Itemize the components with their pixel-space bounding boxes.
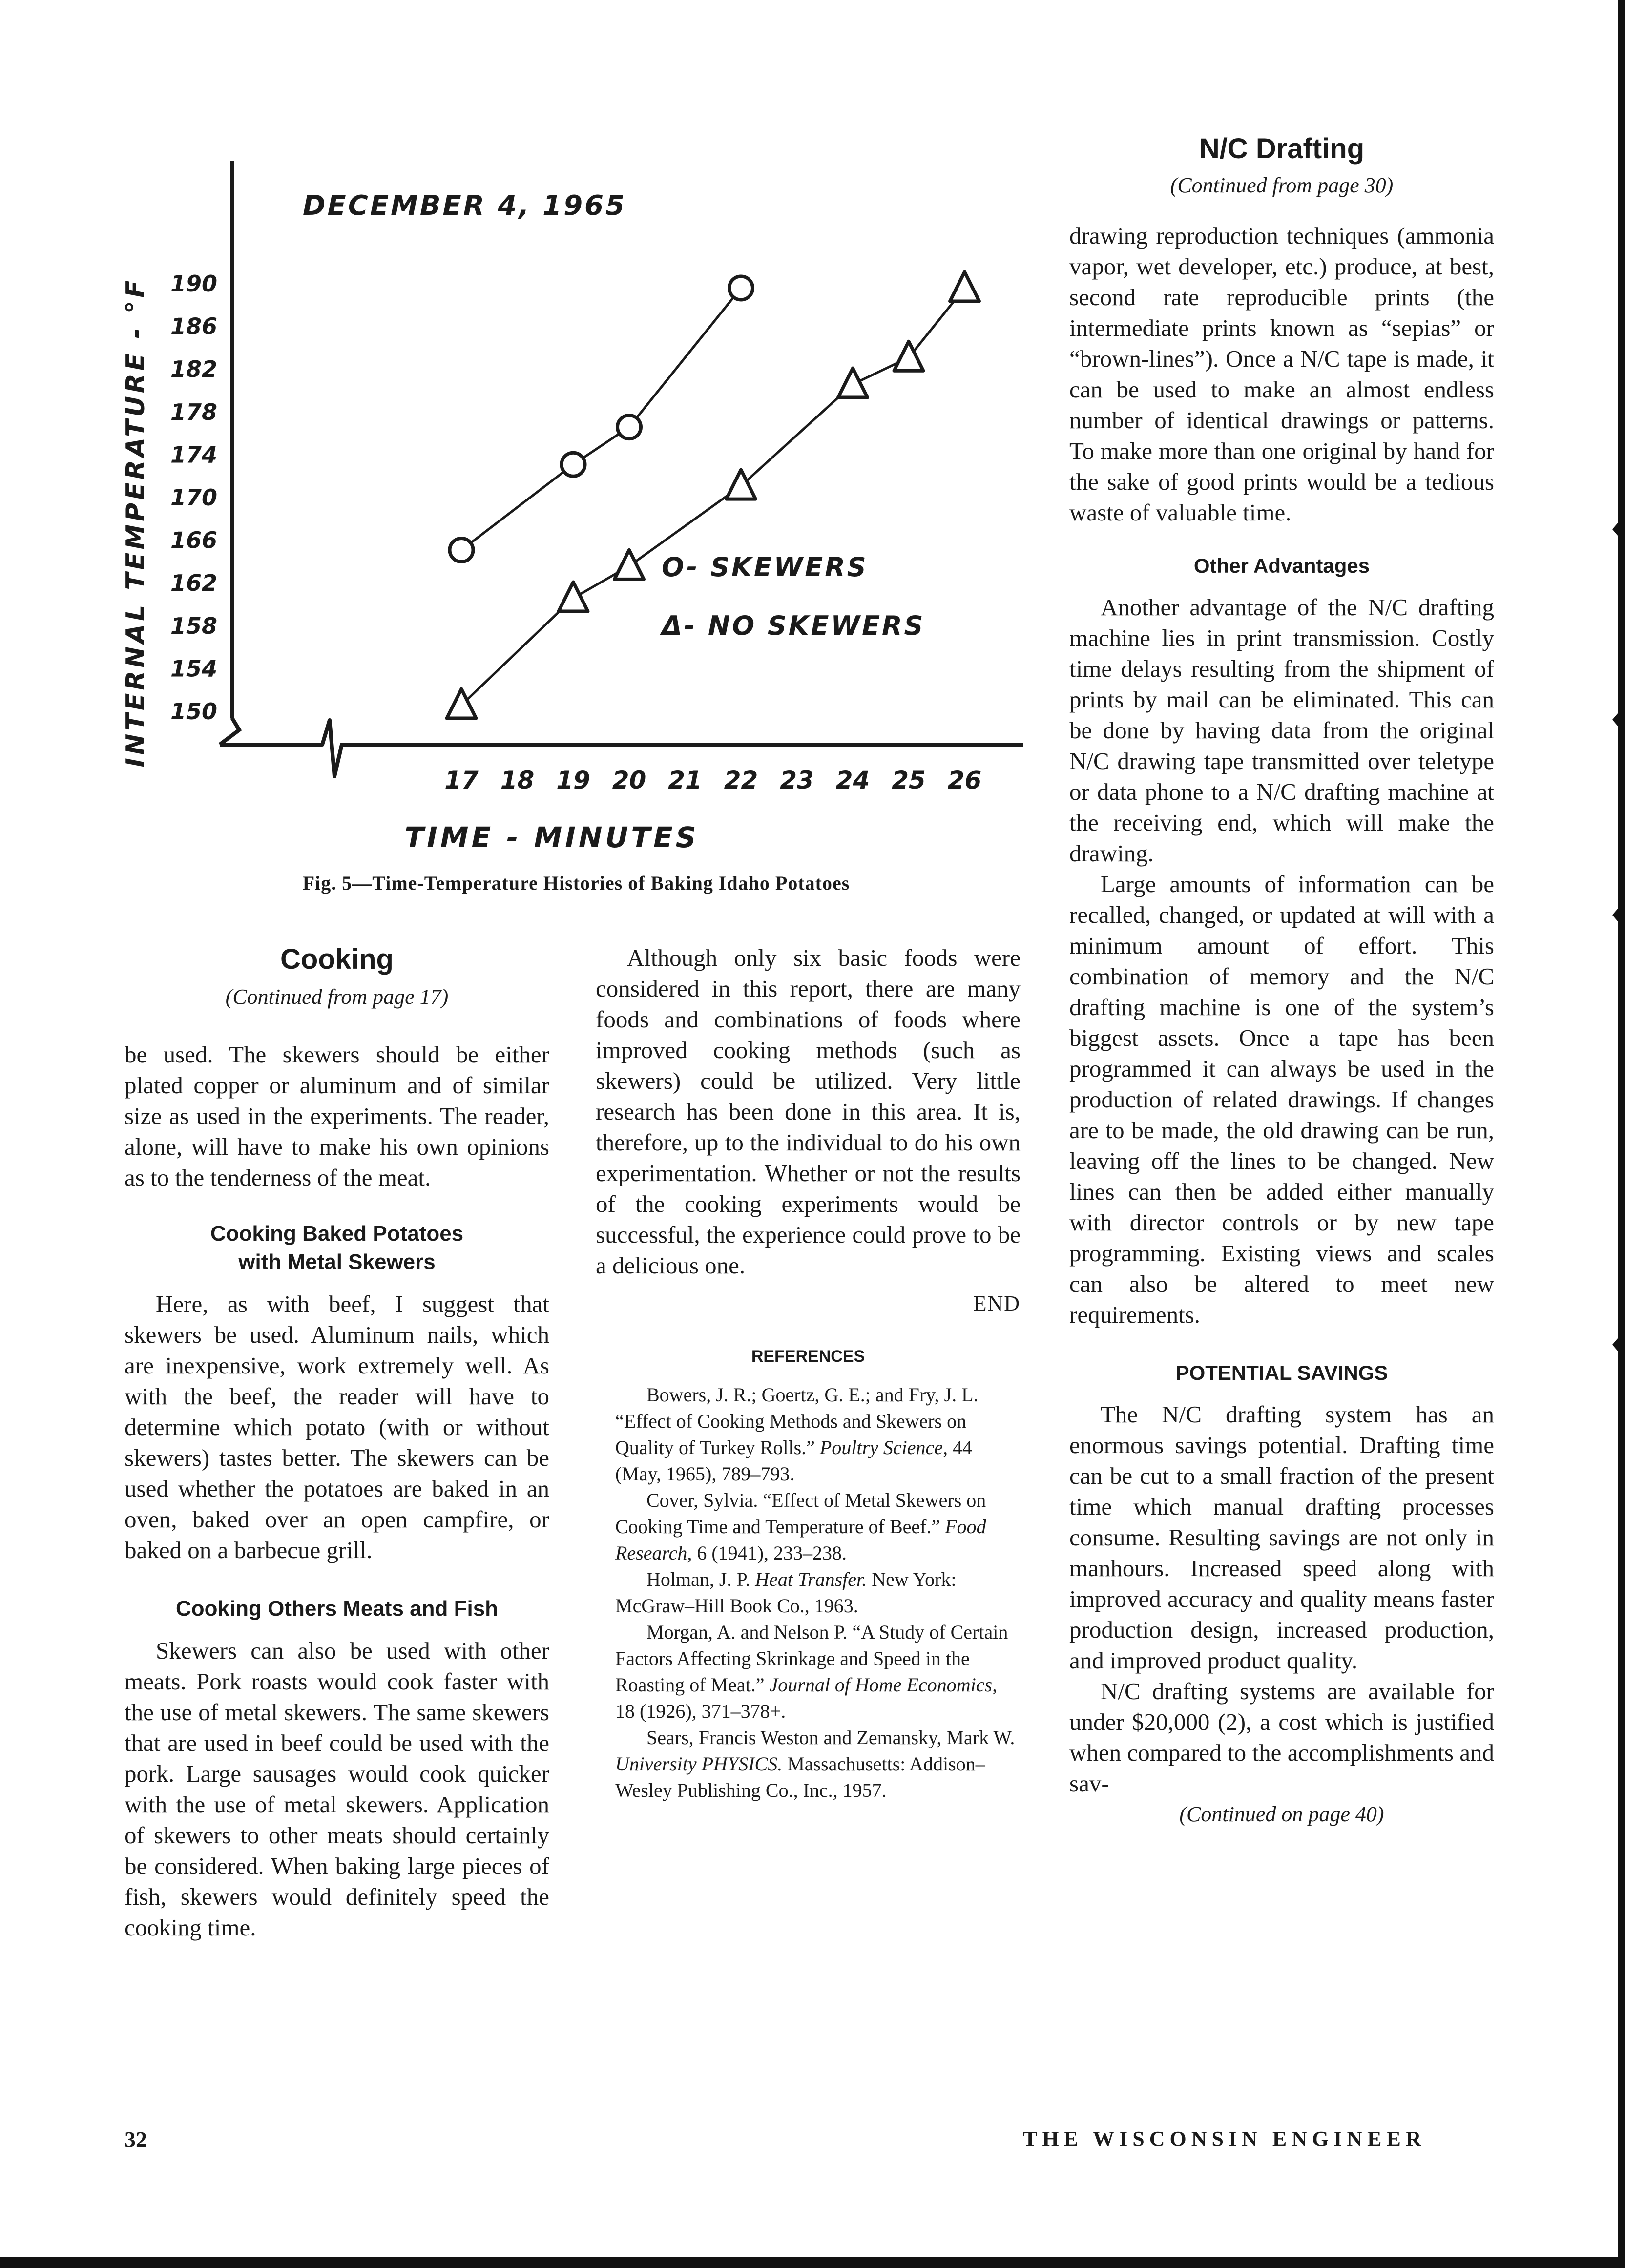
end-mark: END [973,1291,1021,1315]
x-tick-label: 23 [780,766,814,794]
reference-item [596,1725,1021,1804]
cooking-paragraph-3: Skewers can also be used with other meats. Pork roasts would cook faster with the use of metal skewers. The same skewers that are used in beef could be used with the pork. Large sausages would cook quicker with the use of metal skewers. Application of skewers to other meats should certainly be considered. When baking large pieces of fish, skewers would definitely speed the cooking time. [125,1637,549,1941]
reference-source: Food Research, [615,1516,986,1564]
reference-details: 6 (1941), 233–238. [692,1542,847,1564]
reference-details: 18 (1926), 371–378+. [615,1700,786,1722]
data-point-skewers [618,416,641,439]
reference-text: Bowers, J. R.; Goertz, G. E.; and Fry, J. L. “Effect of Cooking Methods and Skewers on Quality of Turkey Rolls.” [615,1384,979,1458]
y-tick-label: 166 [170,527,217,554]
time-temperature-chart [112,132,1040,864]
y-tick-label: 182 [170,356,217,383]
reference-source: Journal of Home Economics, [769,1674,998,1696]
y-tick-label: 186 [170,313,217,340]
reference-details: New York: McGraw–Hill Book Co., 1963. [615,1568,957,1617]
series-segment [741,384,853,486]
cooking-paragraph-1: be used. The skewers should be either plated copper or aluminum and of similar size as used in the experiments. The reader, alone, will have to make his own opinions as to the tenderness of the meat. [125,1041,549,1191]
y-tick-label: 150 [170,698,217,725]
x-axis-label: TIME - MINUTES [404,821,699,854]
page-edge-bottom [0,2257,1625,2268]
subheading-line-2: with Metal Skewers [238,1250,436,1274]
y-tick-label: 190 [170,270,217,297]
edge-mark [1612,522,1618,536]
y-tick-label: 162 [170,570,217,597]
reference-item [596,1566,1021,1619]
journal-title: THE WISCONSIN ENGINEER [1023,2127,1426,2151]
y-tick-label: 158 [170,612,217,639]
y-tick-label: 178 [170,398,217,425]
data-point-skewers [729,276,753,300]
y-axis-label: INTERNAL TEMPERATURE - °F [121,277,150,768]
series-segment [629,288,741,427]
data-point-no-skewers [838,368,868,397]
x-tick-label: 20 [612,766,646,794]
y-tick-label: 170 [170,484,217,511]
subheading-baked-potatoes [125,1220,549,1276]
data-point-no-skewers [559,582,588,611]
x-tick-label: 26 [947,766,982,794]
cooking-heading: Cooking [280,943,394,975]
reference-text: Sears, Francis Weston and Zemansky, Mark W. [646,1727,1015,1748]
subheading-other-advantages: Other Advantages [1193,554,1370,577]
legend-no-skewers: Δ- NO SKEWERS [662,610,925,641]
data-point-no-skewers [615,550,644,579]
cooking-continued: (Continued from page 17) [225,985,449,1009]
data-point-skewers [450,539,473,562]
column-nc-drafting [1069,132,1494,1830]
subheading-line-1: Cooking Baked Potatoes [210,1222,464,1246]
x-tick-label: 19 [556,766,590,794]
reference-details: 44 (May, 1965), 789–793. [615,1436,973,1485]
page-number: 32 [125,2127,147,2152]
y-tick-label: 154 [170,655,217,682]
legend-skewers: O- SKEWERS [662,552,868,583]
series-segment [461,598,573,705]
data-point-skewers [562,453,585,476]
reference-source: University PHYSICS. [615,1753,783,1775]
nc-paragraph-3: Large amounts of information can be recalled, changed, or updated at will with a minimum amount of effort. This combination of memory and the N/C drafting machine is one of the system’s biggest assets. Once a tape has been programmed it can always be used in the production of related drawings. If changes are to be made, the old drawing can be run, leaving off the lines to be changed. New lines can then be added either manually with director controls or by new tape programming. Existing views and scales can also be altered to meet new requirements. [1069,871,1494,1328]
nc-heading: N/C Drafting [1199,133,1365,165]
figure-caption: Fig. 5—Time-Temperature Histories of Baking Idaho Potatoes [302,872,850,894]
reference-source: Heat Transfer. [755,1568,867,1590]
axis-corner [220,718,239,745]
chart-date-annotation: DECEMBER 4, 1965 [303,190,626,222]
nc-paragraph-2: Another advantage of the N/C drafting machine lies in print transmission. Costly time delays resulting from the shipment of prints by mail can be eliminated. This can be done by having data from the original N/C drawing tape transmitted over teletype or data phone to a N/C drafting machine at the receiving end, which will make the drawing. [1069,594,1494,867]
reference-text: Holman, J. P. [646,1568,755,1590]
reference-item [596,1619,1021,1725]
figure-5 [112,132,1040,864]
edge-mark [1612,1338,1618,1352]
cooking-paragraph-2: Here, as with beef, I suggest that skewers be used. Aluminum nails, which are inexpensive, work extremely well. As with the beef, the reader will have to determine which potato (with or without skewers) tastes better. The skewers can be used whether the potatoes are baked in an oven, baked over an open campfire, or baked on a barbecue grill. [125,1290,549,1563]
x-tick-label: 21 [668,766,702,794]
edge-mark [1612,713,1618,727]
reference-item [596,1382,1021,1487]
reference-source: Poultry Science, [819,1436,948,1458]
references-heading: REFERENCES [751,1347,865,1366]
nc-paragraph-4: The N/C drafting system has an enormous savings potential. Drafting time can be cut to a small fraction of the present time which manual drafting processes consume. Resulting savings are not only in manhours. Increased speed along with improved accuracy and quality means faster production design, increased production, and improved product quality. [1069,1401,1494,1674]
column-cooking-left [125,942,549,1943]
subheading-potential-savings: POTENTIAL SAVINGS [1175,1361,1388,1384]
subheading-other-meats: Cooking Others Meats and Fish [175,1597,499,1621]
nc-paragraph-5: N/C drafting systems are available for under $20,000 (2), a cost which is justified when compared to the accomplishments and sav- [1069,1678,1494,1797]
data-point-no-skewers [950,272,979,301]
column-cooking-middle [596,942,1021,1804]
data-point-no-skewers [727,470,756,499]
nc-continued: (Continued from page 30) [1170,173,1394,197]
page-edge-right [1618,0,1625,2268]
reference-details: Massachusetts: Addison–Wesley Publishing Co., Inc., 1957. [615,1753,985,1801]
y-tick-label: 174 [170,441,217,468]
reference-text: Cover, Sylvia. “Effect of Metal Skewers on Cooking Time and Temperature of Beef.” [615,1489,986,1538]
x-tick-label: 25 [892,766,926,794]
x-tick-label: 17 [444,766,479,794]
cooking-paragraph-4: Although only six basic foods were considered in this report, there are many foods and combinations of foods where improved cooking methods (such as skewers) could be utilized. Very little research has been done in this area. It is, therefore, up to the individual to do his own experimentation. Whether or not the results of the cooking experiments would be successful, the experience could prove to be a delicious one. [596,944,1021,1279]
edge-mark [1612,908,1618,922]
data-point-no-skewers [447,689,476,718]
reference-item [596,1487,1021,1566]
references-list [596,1382,1021,1804]
nc-paragraph-1: drawing reproduction techniques (ammonia vapor, wet developer, etc.) produce, at best, second rate reproducible prints (the intermediate prints known as “sepias” or “brown-lines”). Once a N/C tape is made, it can be used to make an almost endless number of identical drawings or patterns. To make more than one original by hand for the sake of good prints would be a tedious waste of valuable time. [1069,222,1494,526]
series-segment [461,464,573,550]
x-tick-label: 22 [724,766,758,794]
reference-text: Morgan, A. and Nelson P. “A Study of Certain Factors Affecting Skrinkage and Speed in the Roasting of Meat.” [615,1621,1008,1696]
nc-continued-on: (Continued on page 40) [1179,1802,1384,1826]
x-tick-label: 24 [835,766,870,794]
x-tick-label: 18 [500,766,535,794]
